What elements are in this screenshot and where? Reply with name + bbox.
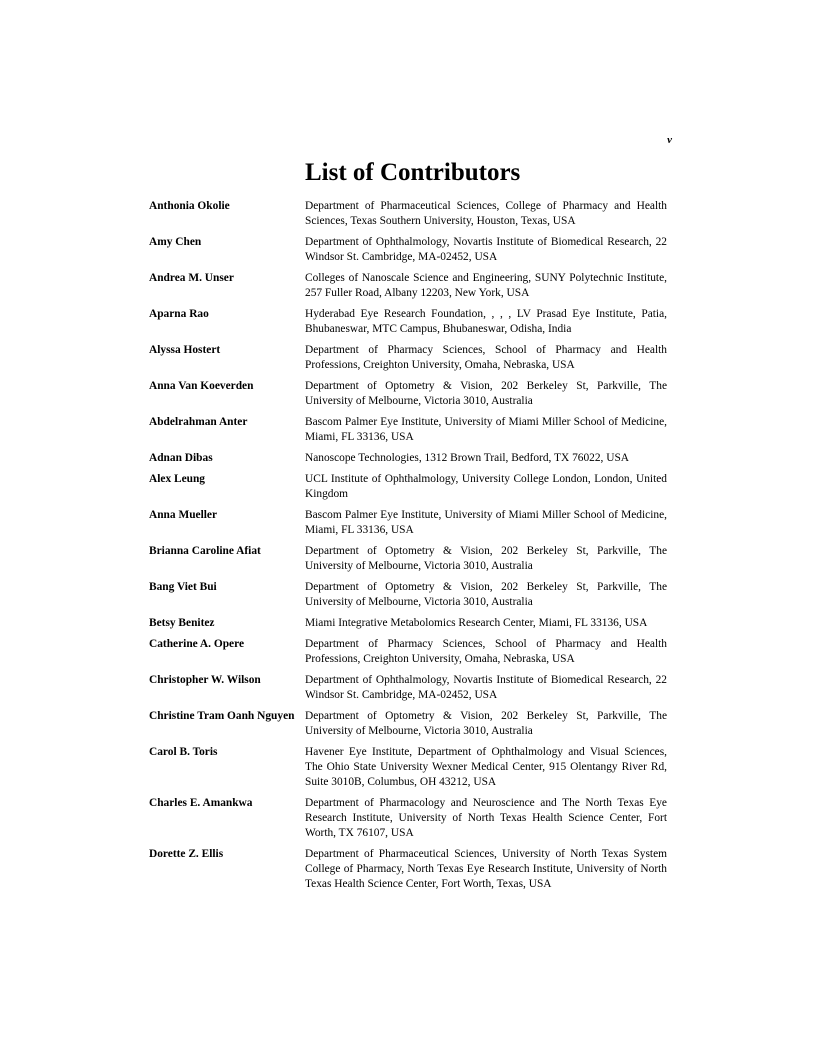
contributor-affiliation: Department of Optometry & Vision, 202 Berkeley St, Parkville, The University of Melbourne, Victoria 3010, Australia bbox=[305, 710, 667, 737]
contributor-affiliation: Department of Pharmaceutical Sciences, University of North Texas System College of Pharmacy, North Texas Eye Research Institute, University of North Texas Health Science Center, Fort Worth, Texas, USA bbox=[305, 848, 667, 890]
page-title: List of Contributors bbox=[305, 159, 521, 186]
contributor-name: Aparna Rao bbox=[149, 308, 209, 320]
contributor-entry bbox=[149, 271, 667, 301]
contributor-name: Alex Leung bbox=[149, 473, 206, 485]
contributor-name: Betsy Benitez bbox=[149, 617, 215, 629]
contributor-name: Abdelrahman Anter bbox=[149, 416, 248, 428]
contributor-name: Brianna Caroline Afiat bbox=[149, 545, 261, 557]
contributor-entry bbox=[149, 580, 667, 610]
contributor-name: Andrea M. Unser bbox=[149, 272, 234, 284]
contributor-affiliation: Havener Eye Institute, Department of Ophthalmology and Visual Sciences, The Ohio State University Wexner Medical Center, 915 Olentangy River Rd, Suite 3010B, Columbus, OH 43212, USA bbox=[305, 746, 667, 788]
contributor-entry bbox=[149, 472, 667, 502]
contributor-entry bbox=[149, 616, 667, 631]
contributor-entry bbox=[149, 307, 667, 337]
contributor-name: Amy Chen bbox=[149, 236, 202, 248]
contributor-entry bbox=[149, 415, 667, 445]
contributor-affiliation: Hyderabad Eye Research Foundation, , , , LV Prasad Eye Institute, Patia, Bhubaneswar, MTC Campus, Bhubaneswar, Odisha, India bbox=[305, 308, 667, 335]
contributor-affiliation: Bascom Palmer Eye Institute, University of Miami Miller School of Medicine, Miami, FL 33136, USA bbox=[305, 509, 667, 536]
contributor-entry bbox=[149, 847, 667, 892]
contributor-affiliation: Department of Optometry & Vision, 202 Berkeley St, Parkville, The University of Melbourne, Victoria 3010, Australia bbox=[305, 380, 667, 407]
contributor-entry bbox=[149, 673, 667, 703]
page-number: v bbox=[667, 134, 672, 146]
contributor-name: Christine Tram Oanh Nguyen bbox=[149, 710, 295, 722]
contributor-affiliation: Nanoscope Technologies, 1312 Brown Trail, Bedford, TX 76022, USA bbox=[305, 452, 630, 464]
contributor-affiliation: Department of Pharmaceutical Sciences, College of Pharmacy and Health Sciences, Texas Southern University, Houston, Texas, USA bbox=[305, 200, 667, 227]
contributor-name: Catherine A. Opere bbox=[149, 638, 245, 650]
contributor-entry bbox=[149, 745, 667, 790]
contributor-affiliation: Department of Optometry & Vision, 202 Berkeley St, Parkville, The University of Melbourne, Victoria 3010, Australia bbox=[305, 581, 667, 608]
contributor-entry bbox=[149, 637, 667, 667]
contributor-affiliation: UCL Institute of Ophthalmology, University College London, London, United Kingdom bbox=[305, 473, 667, 500]
contributor-entry bbox=[149, 379, 667, 409]
contributor-entry bbox=[149, 451, 667, 466]
contributor-name: Bang Viet Bui bbox=[149, 581, 217, 593]
contributor-name: Adnan Dibas bbox=[149, 452, 213, 464]
contributor-name: Dorette Z. Ellis bbox=[149, 848, 224, 860]
contributor-entry bbox=[149, 508, 667, 538]
contributor-name: Charles E. Amankwa bbox=[149, 797, 253, 809]
contributor-affiliation: Department of Optometry & Vision, 202 Berkeley St, Parkville, The University of Melbourne, Victoria 3010, Australia bbox=[305, 545, 667, 572]
contributor-entry bbox=[149, 796, 667, 841]
contributor-affiliation: Department of Ophthalmology, Novartis Institute of Biomedical Research, 22 Windsor St. Cambridge, MA-02452, USA bbox=[305, 674, 667, 701]
contributor-affiliation: Department of Pharmacology and Neuroscience and The North Texas Eye Research Institute, University of North Texas Health Science Center, Fort Worth, TX 76107, USA bbox=[305, 797, 667, 839]
contributor-name: Christopher W. Wilson bbox=[149, 674, 261, 686]
contributor-name: Carol B. Toris bbox=[149, 746, 218, 758]
contributor-entry bbox=[149, 544, 667, 574]
contributor-affiliation: Department of Pharmacy Sciences, School of Pharmacy and Health Professions, Creighton University, Omaha, Nebraska, USA bbox=[305, 638, 667, 665]
contributor-list bbox=[149, 199, 667, 898]
contributor-name: Alyssa Hostert bbox=[149, 344, 221, 356]
contributor-entry bbox=[149, 235, 667, 265]
contributor-affiliation: Department of Ophthalmology, Novartis Institute of Biomedical Research, 22 Windsor St. Cambridge, MA-02452, USA bbox=[305, 236, 667, 263]
contributor-name: Anna Van Koeverden bbox=[149, 380, 254, 392]
contributor-affiliation: Bascom Palmer Eye Institute, University of Miami Miller School of Medicine, Miami, FL 33136, USA bbox=[305, 416, 667, 443]
contributor-name: Anthonia Okolie bbox=[149, 200, 230, 212]
contributor-entry bbox=[149, 343, 667, 373]
contributor-entry bbox=[149, 199, 667, 229]
contributor-affiliation: Department of Pharmacy Sciences, School of Pharmacy and Health Professions, Creighton University, Omaha, Nebraska, USA bbox=[305, 344, 667, 371]
contributor-entry bbox=[149, 709, 667, 739]
contributor-affiliation: Miami Integrative Metabolomics Research Center, Miami, FL 33136, USA bbox=[305, 617, 648, 629]
contributor-name: Anna Mueller bbox=[149, 509, 218, 521]
contributor-affiliation: Colleges of Nanoscale Science and Engineering, SUNY Polytechnic Institute, 257 Fuller Road, Albany 12203, New York, USA bbox=[305, 272, 667, 299]
